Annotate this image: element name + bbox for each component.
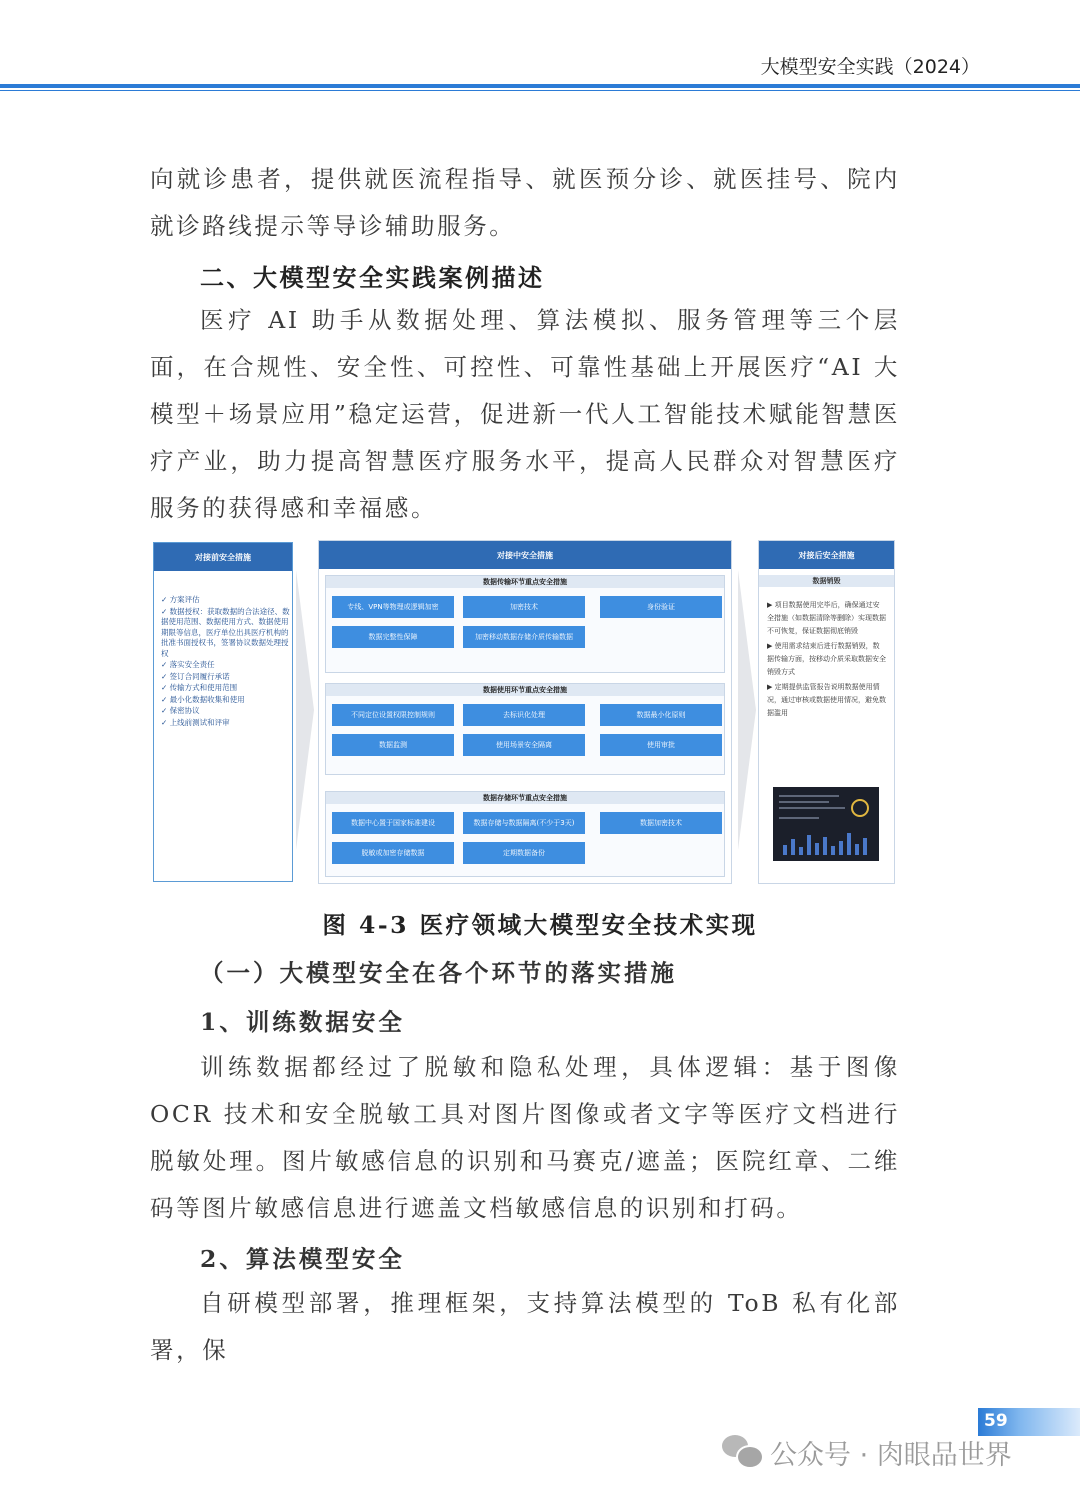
panel-before-title: 对接前安全措施 <box>154 543 292 571</box>
gauge-icon <box>851 799 869 817</box>
list-item: ✓ 数据授权：获取数据的合法途径、数据使用范围、数据使用方式、数据使用期限等信息，医疗单位出具医疗机构的批准书面授权书，签署协议数据处理授权 <box>161 606 290 658</box>
section-transfer <box>325 575 725 673</box>
section-title: 数据存储环节重点安全措施 <box>326 792 724 804</box>
list-item: ✓ 落实安全责任 <box>161 660 215 669</box>
measure-box: 身份验证 <box>600 596 722 618</box>
section-title: 数据传输环节重点安全措施 <box>326 576 724 588</box>
dashboard-screenshot <box>773 787 879 861</box>
subsection-heading: 1、训练数据安全 <box>200 1008 405 1036</box>
section-heading: 二、大模型安全实践案例描述 <box>200 263 545 292</box>
list-item: ✓ 保密协议 <box>161 706 200 715</box>
list-item: ✓ 最小化数据收集和使用 <box>161 694 245 704</box>
list-item: ✓ 方案评估 <box>161 595 200 604</box>
panel-after-title: 对接后安全措施 <box>759 541 894 569</box>
subsection-heading: 2、算法模型安全 <box>200 1245 405 1273</box>
measure-box: 数据加密技术 <box>600 812 722 834</box>
panel-before-list <box>161 595 291 729</box>
panel-before <box>153 542 293 882</box>
wechat-icon <box>722 1435 762 1469</box>
panel-after-list <box>767 599 886 722</box>
measure-box: 加密移动数据存储介质传输数据 <box>463 626 585 648</box>
subsection-heading: （一）大模型安全在各个环节的落实措施 <box>200 959 677 987</box>
section-use <box>325 683 725 775</box>
list-item: ✓ 传输方式和使用范围 <box>161 683 238 692</box>
list-item: ✓ 签订合同履行承诺 <box>161 671 230 681</box>
measure-box: 数据存储与数据隔离(不少于3天) <box>463 812 585 834</box>
paragraph-2: 医疗 AI 助手从数据处理、算法模拟、服务管理等三个层面，在合规性、安全性、可控性、可靠性基础上开展医疗“AI 大模型＋场景应用”稳定运营，促进新一代人工智能技术赋能智慧医疗产业，助力提高智慧医疗服务水平，提高人民群众对智慧医疗服务的获得感和幸福感。 <box>150 306 900 522</box>
measure-box: 定期数据备份 <box>463 842 585 864</box>
page-number: 59 <box>984 1411 1008 1431</box>
figure-caption: 图 4-3 医疗领域大模型安全技术实现 <box>322 911 758 939</box>
header-title: 大模型安全实践（2024） <box>760 56 980 78</box>
measure-box: 去标识化处理 <box>463 704 585 726</box>
measure-box: 专线、VPN等物理或逻辑加密 <box>332 596 454 618</box>
panel-after <box>758 540 895 884</box>
measure-box: 使用场景安全隔离 <box>463 734 585 756</box>
measure-box: 加密技术 <box>463 596 585 618</box>
paragraph-3: 训练数据都经过了脱敏和隐私处理，具体逻辑：基于图像 OCR 技术和安全脱敏工具对图片图像或者文字等医疗文档进行脱敏处理。图片敏感信息的识别和马赛克/遮盖；医院红章、二维码等图片敏感信息进行遮盖文档敏感信息的识别和打码。 <box>150 1053 900 1222</box>
measure-box: 数据中心置于国家标准建设 <box>332 812 454 834</box>
list-item: ▶ 使用需求结束后进行数据销毁，数据传输方面，按移动介质采取数据安全销毁方式 <box>767 642 886 676</box>
panel-during-title: 对接中安全措施 <box>319 541 731 569</box>
header-rule-thin <box>0 90 1080 91</box>
header-rule <box>0 84 1080 88</box>
measure-box: 使用审批 <box>600 734 722 756</box>
measure-box: 数据监测 <box>332 734 454 756</box>
section-title: 数据使用环节重点安全措施 <box>326 684 724 696</box>
measure-box: 数据最小化原则 <box>600 704 722 726</box>
watermark <box>722 1432 1012 1472</box>
panel-during <box>318 540 732 884</box>
paragraph-1: 向就诊患者，提供就医流程指导、就医预分诊、就医挂号、院内就诊路线提示等导诊辅助服务。 <box>150 165 900 240</box>
measure-box: 脱敏或加密存储数据 <box>332 842 454 864</box>
watermark-text: 公众号 · 肉眼品世界 <box>770 1439 1012 1471</box>
list-item: ✓ 上线前测试和评审 <box>161 717 230 727</box>
section-storage <box>325 791 725 877</box>
arrow-icon <box>738 570 756 850</box>
panel-after-subtitle: 数据销毁 <box>759 575 894 587</box>
paragraph-4: 自研模型部署，推理框架，支持算法模型的 ToB 私有化部署，保 <box>150 1289 900 1364</box>
figure-diagram <box>150 538 895 886</box>
list-item: ▶ 项目数据使用完毕后，确保通过安全措施（如数据清除等删除）实现数据不可恢复，保证数据彻底销毁 <box>767 601 886 635</box>
measure-box: 数据完整性保障 <box>332 626 454 648</box>
list-item: ▶ 定期提供监管报告说明数据使用情况，通过审核或数据使用情况，避免数据滥用 <box>767 683 886 717</box>
measure-box: 不同定位设置权限控制规则 <box>332 704 454 726</box>
arrow-icon <box>296 570 314 850</box>
